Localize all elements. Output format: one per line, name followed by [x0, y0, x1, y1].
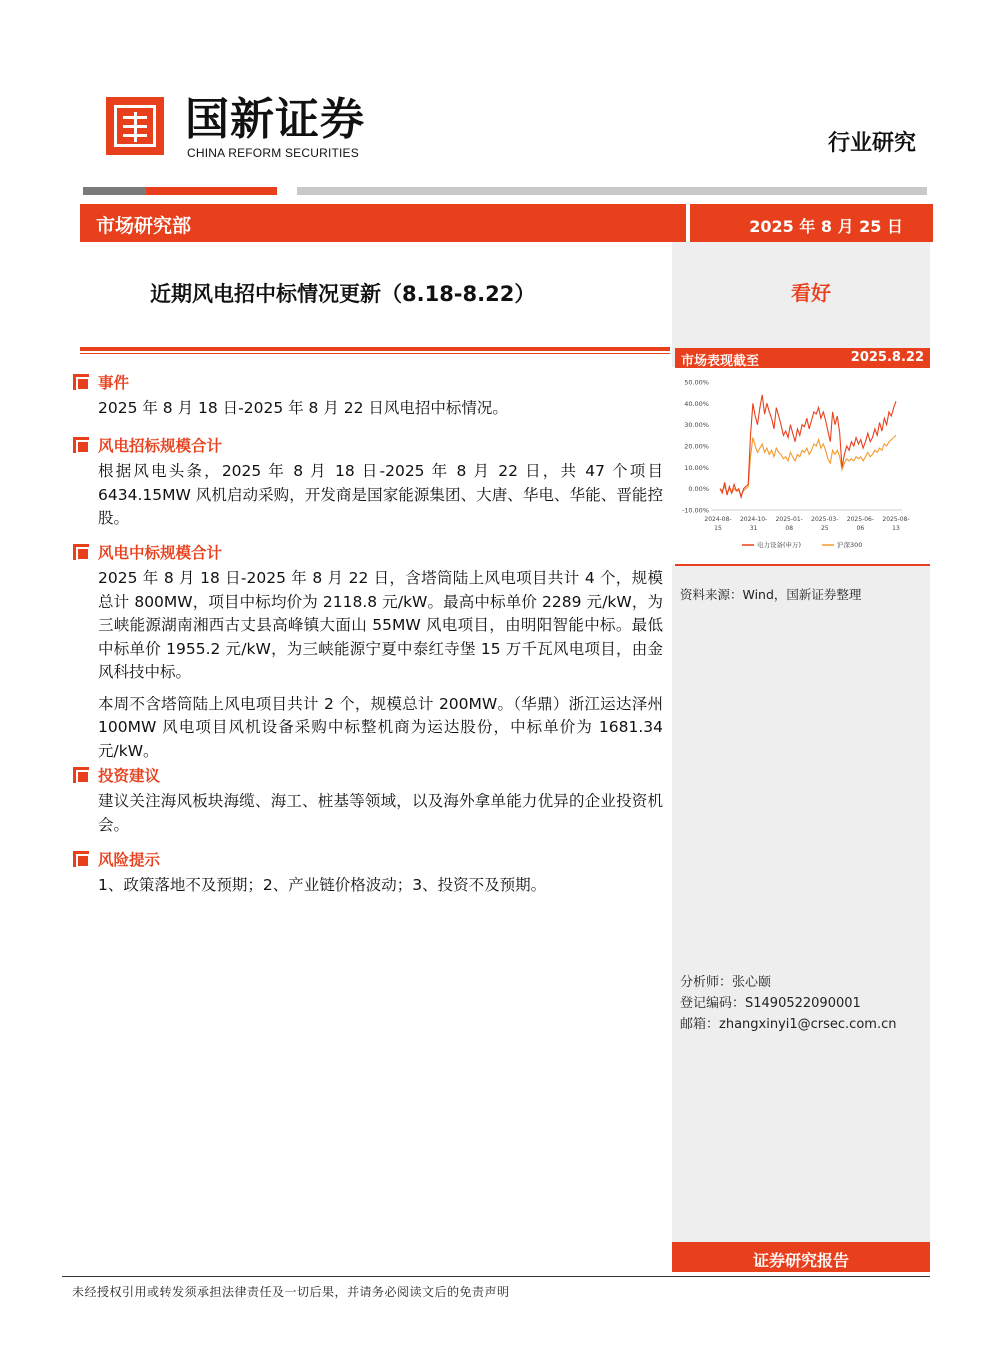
- rating-label: 看好: [791, 281, 831, 305]
- analyst-reg-no: 登记编码：S1490522090001: [680, 996, 861, 1011]
- y-tick-label: 20.00%: [684, 442, 709, 451]
- title-rule-thin: [80, 353, 670, 354]
- x-tick-label: 2024-10-: [739, 516, 768, 523]
- logo-english-name: CHINA REFORM SECURITIES: [187, 146, 359, 160]
- report-label-band: [672, 1242, 930, 1272]
- section-paragraph: 本周不含塔筒陆上风电项目共计 2 个，规模总计 200MW。（华鼎）浙江运达泽州 100MW 风电项目风机设备采购中标整机商为运达股份，中标单价为 1681.34 元/kW。: [98, 694, 663, 760]
- section-paragraph: 1、政策落地不及预期；2、产业链价格波动；3、投资不及预期。: [98, 876, 547, 894]
- section-bullet-icon: [73, 544, 89, 560]
- series-line: [720, 395, 896, 497]
- x-tick-label-day: 31: [749, 525, 758, 532]
- section-event: [73, 371, 663, 421]
- x-tick-label-day: 06: [856, 525, 865, 532]
- sidebar-rule: [675, 564, 930, 566]
- perf-date: 2025.8.22: [850, 350, 924, 365]
- section-bullet-icon: [73, 374, 89, 390]
- y-tick-label: 40.00%: [684, 399, 709, 408]
- department-band: [80, 204, 933, 242]
- x-tick-label-day: 13: [892, 525, 900, 532]
- section-title: 风险提示: [98, 851, 161, 869]
- department-name: 市场研究部: [96, 215, 192, 237]
- section-title: 事件: [98, 374, 130, 392]
- report-type: 行业研究: [827, 131, 916, 156]
- x-tick-label-day: 25: [820, 525, 829, 532]
- y-tick-label: 0.00%: [688, 485, 709, 494]
- section-title: 风电中标规模合计: [98, 544, 223, 562]
- y-tick-label: -10.00%: [681, 506, 709, 515]
- market-performance-band: [675, 348, 930, 368]
- legend-label: 沪深300: [837, 541, 863, 549]
- section-paragraph: 根据风电头条，2025 年 8 月 18 日-2025 年 8 月 22 日，共 47 个项目 6434.15MW 风机启动采购，开发商是国家能源集团、大唐、华电、华能、晋能控股。: [98, 462, 663, 527]
- company-logo: [106, 97, 164, 155]
- x-tick-label-day: 15: [714, 525, 722, 532]
- section-bullet-icon: [73, 851, 89, 867]
- analyst-email: 邮箱：zhangxinyi1@crsec.com.cn: [680, 1017, 897, 1032]
- analyst-info: [680, 972, 896, 1035]
- legend-label: 电力设备(申万): [757, 541, 802, 549]
- x-tick-label: 2025-08-: [882, 516, 910, 523]
- perf-label: 市场表现截至: [681, 354, 760, 369]
- section-title: 投资建议: [98, 767, 161, 785]
- logo-seal-icon: [114, 105, 156, 147]
- band-divider: [686, 204, 690, 242]
- performance-chart: [676, 372, 928, 560]
- header-divider-dark: [83, 187, 146, 195]
- section-paragraph: 2025 年 8 月 18 日-2025 年 8 月 22 日风电招中标情况。: [98, 399, 508, 417]
- section-title: 风电招标规模合计: [98, 437, 223, 455]
- section-paragraph: 2025 年 8 月 18 日-2025 年 8 月 22 日，含塔筒陆上风电项目共计 4 个，规模总计 800MW，项目中标均价为 2118.8 元/kW。最高中标单价 2289 元/kW，为三峡能源湖南湘西古丈县高峰镇大面山 55MW 风电项目，由明阳智能中标。最低中标单价 1955.2 元/kW，为三峡能源宁夏中泰红寺堡 15 万千瓦风电项目，由金风科技中标。: [98, 569, 663, 681]
- footer-rule: [62, 1276, 930, 1277]
- header-divider-red: [146, 187, 277, 195]
- x-tick-label: 2025-01-: [775, 516, 803, 523]
- section-paragraph: 建议关注海风板块海缆、海工、桩基等领域，以及海外拿单能力优异的企业投资机会。: [98, 792, 663, 834]
- logo-chinese-name: 国新证券: [185, 94, 365, 145]
- analyst-name: 分析师：张心颐: [680, 975, 772, 990]
- section-bullet-icon: [73, 437, 89, 453]
- section-tender-scale: [73, 434, 663, 531]
- section-risk: [73, 848, 663, 898]
- title-rule: [80, 347, 670, 351]
- x-tick-label: 2025-06-: [846, 516, 875, 523]
- report-label: 证券研究报告: [752, 1251, 849, 1270]
- report-date: 2025 年 8 月 25 日: [749, 217, 903, 236]
- x-tick-label: 2025-03-: [811, 516, 839, 523]
- y-tick-label: 10.00%: [684, 463, 709, 472]
- section-award-scale: [73, 541, 663, 763]
- page-title: 近期风电招中标情况更新（8.18-8.22）: [150, 282, 536, 306]
- header-divider-gray: [297, 187, 927, 195]
- chart-source: 资料来源：Wind，国新证券整理: [680, 587, 862, 602]
- x-tick-label-day: 08: [785, 525, 794, 532]
- y-tick-label: 50.00%: [684, 378, 709, 387]
- y-tick-label: 30.00%: [684, 421, 709, 430]
- x-tick-label: 2024-08-: [704, 516, 732, 523]
- section-bullet-icon: [73, 767, 89, 783]
- section-investment-advice: [73, 764, 663, 837]
- footer-disclaimer: 未经授权引用或转发须承担法律责任及一切后果，并请务必阅读文后的免责声明: [72, 1285, 510, 1299]
